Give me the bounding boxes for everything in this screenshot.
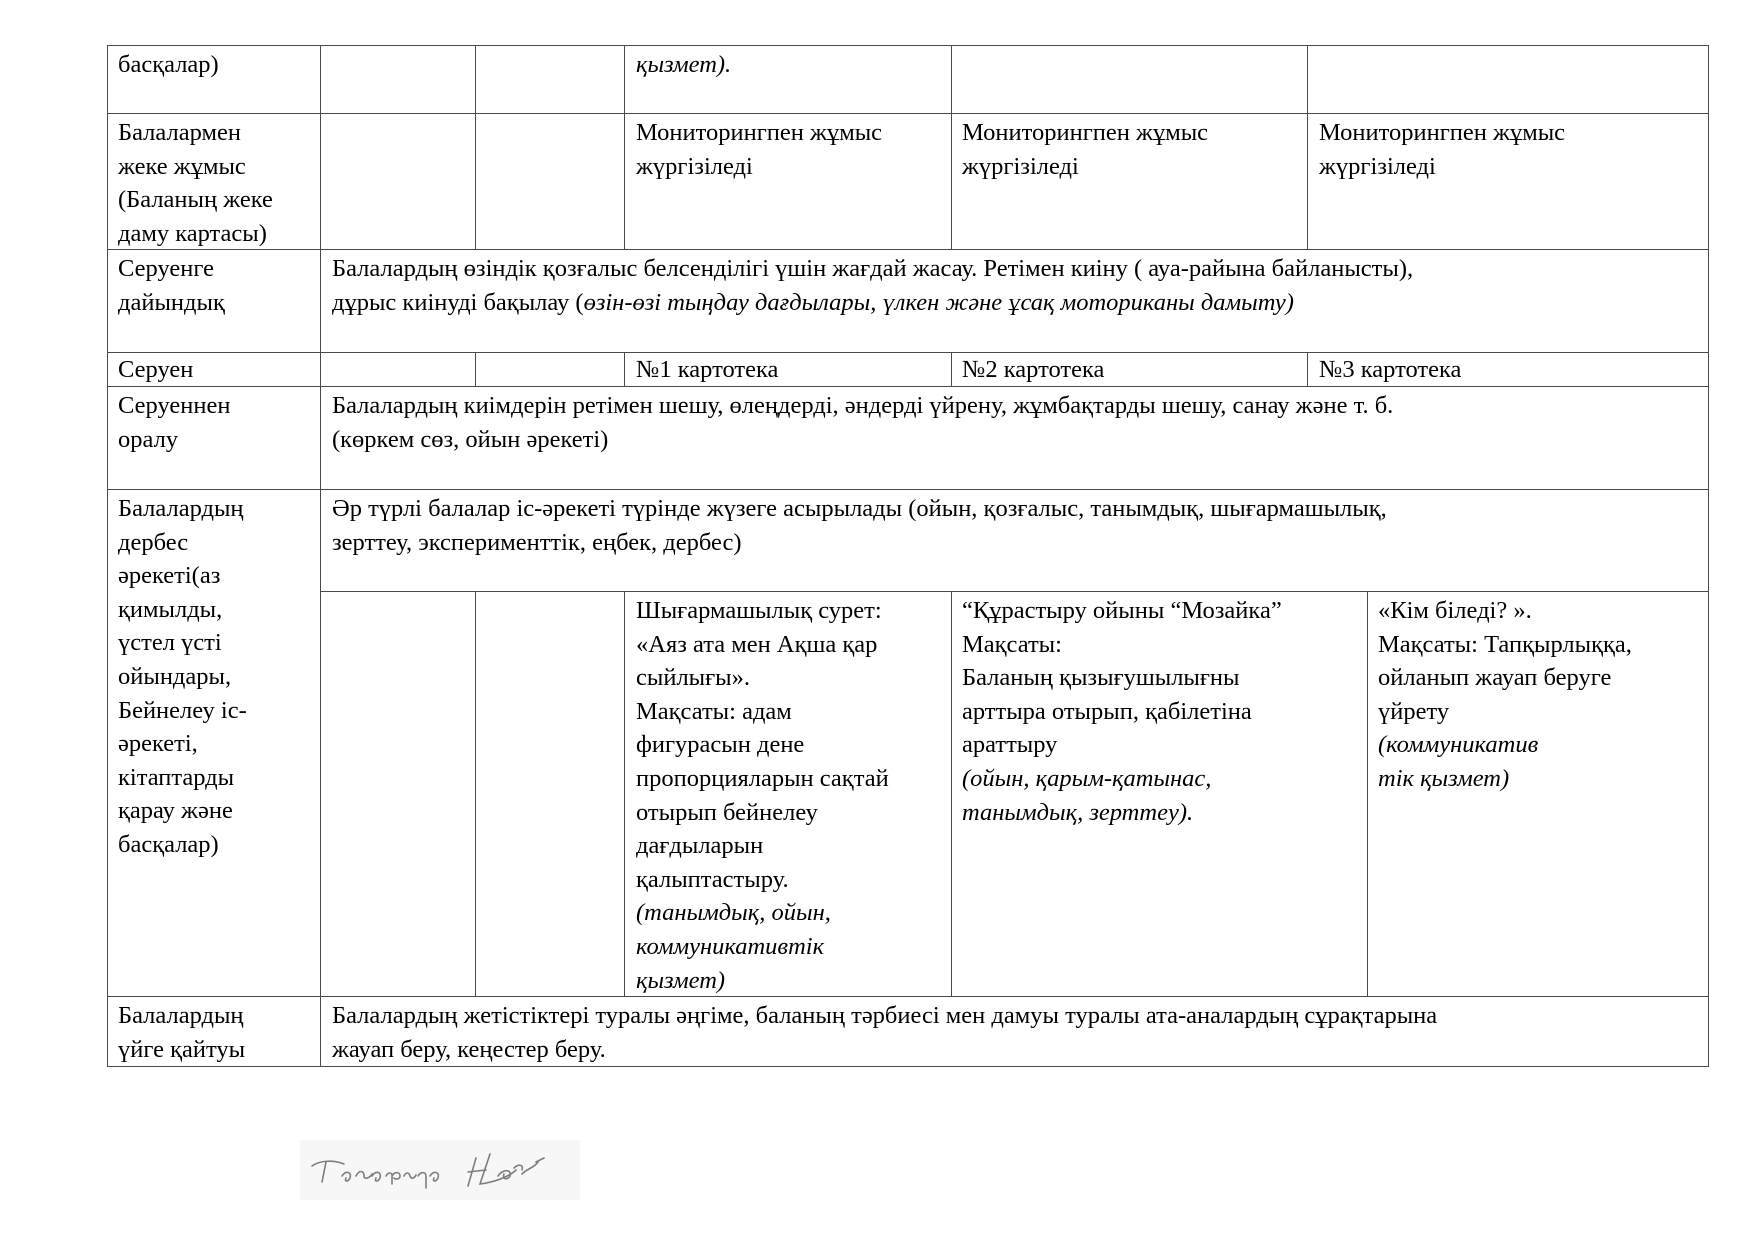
row-label-line: Серуен <box>118 356 194 383</box>
cell-line: Мақсаты: <box>962 630 1062 658</box>
table-border <box>475 45 476 250</box>
table-border <box>624 45 625 250</box>
row-label <box>118 492 247 862</box>
row-label-line: әрекеті(аз <box>118 562 221 590</box>
table-border <box>475 591 476 997</box>
table-border <box>1708 45 1709 1067</box>
table-cell-merged <box>332 999 1437 1066</box>
table-cell <box>1378 594 1632 796</box>
cell-line-italic: танымдық, зерттеу). <box>962 798 1194 826</box>
cell-line: Мониторингпен жұмыс <box>962 119 1209 146</box>
table-border <box>951 45 952 250</box>
row-label-line: дайындық <box>118 288 225 316</box>
cell-line-italic: тік қызмет) <box>1378 764 1510 792</box>
table-cell <box>962 116 1208 183</box>
row-label-line: қимылды, <box>118 595 223 623</box>
cell-line: №1 картотека <box>636 356 779 383</box>
table-border <box>107 45 108 1067</box>
table-cell <box>962 594 1282 829</box>
cell-line: Шығармашылық сурет: <box>636 597 882 624</box>
table-border <box>107 45 1709 46</box>
row-label-line: Балалардың <box>118 495 244 522</box>
table-cell <box>1319 353 1461 387</box>
row-label-line: басқалар) <box>118 51 219 78</box>
row-label-line: оралу <box>118 425 179 453</box>
cell-line: отырып бейнелеу <box>636 798 818 826</box>
cell-line: (көркем сөз, ойын әрекеті) <box>332 425 609 453</box>
table-cell <box>636 353 778 387</box>
cell-line: Балалардың өзіндік қозғалыс белсенділігі үшін жағдай жасау. Ретімен киіну ( ауа-райына байланысты), <box>332 255 1414 282</box>
row-label-line: Балалармен <box>118 119 241 146</box>
table-cell-merged <box>332 252 1413 319</box>
table-border <box>107 113 1709 114</box>
cell-line: үйрету <box>1378 697 1450 725</box>
table-border <box>1307 45 1308 250</box>
row-label-line: Балалардың <box>118 1002 244 1029</box>
cell-line: дағдыларын <box>636 832 764 860</box>
cell-line: жүргізіледі <box>1319 152 1436 180</box>
table-cell <box>1319 116 1565 183</box>
cell-line: Баланың қызығушылығны <box>962 664 1240 692</box>
cell-line-italic: (танымдық, ойын, <box>636 899 831 927</box>
signature-image <box>300 1140 580 1200</box>
cell-text-italic: өзін-өзі тыңдау дағдылары, үлкен және ұсақ моториканы дамыту) <box>583 288 1294 316</box>
cell-line: жүргізіледі <box>962 152 1079 180</box>
row-label <box>118 252 225 319</box>
row-label-line: Бейнелеу іс- <box>118 696 247 724</box>
cell-line: фигурасын дене <box>636 731 805 759</box>
table-border <box>951 591 952 997</box>
table-cell-merged <box>332 492 1387 559</box>
row-label-line: даму картасы) <box>118 219 267 247</box>
table-border <box>624 591 625 997</box>
table-border <box>320 591 1709 592</box>
cell-line: Мониторингпен жұмыс <box>636 119 883 146</box>
table-cell <box>636 48 731 82</box>
table-cell-merged <box>332 389 1393 456</box>
table-border <box>107 489 1709 490</box>
cell-line: Балалардың киімдерін ретімен шешу, өлеңдерді, әндерді үйрену, жұмбақтарды шешу, санау және т. б. <box>332 392 1394 419</box>
cell-line: Мақсаты: Тапқырлыққа, <box>1378 630 1632 658</box>
row-label-line: үстел үсті <box>118 629 222 657</box>
table-border <box>951 352 952 387</box>
cell-line: «Кім біледі? ». <box>1378 597 1532 624</box>
cell-line: жүргізіледі <box>636 152 753 180</box>
cell-line: қызмет). <box>636 51 732 78</box>
cell-line: №3 картотека <box>1319 356 1462 383</box>
cell-line: арттыра отырып, қабілетіна <box>962 697 1252 725</box>
row-label-line: ойындары, <box>118 662 232 690</box>
row-label-line: Серуеннен <box>118 392 231 419</box>
cell-line: Балалардың жетістіктері туралы әңгіме, баланың тәрбиесі мен дамуы туралы ата-аналардың сұрақтарына <box>332 1002 1438 1029</box>
row-label-line: әрекеті, <box>118 730 198 758</box>
table-border <box>624 352 625 387</box>
table-border <box>1307 352 1308 387</box>
row-label-line: дербес <box>118 528 189 556</box>
cell-line: №2 картотека <box>962 356 1105 383</box>
row-label <box>118 999 245 1066</box>
cell-line: Әр түрлі балалар іс-әрекеті түрінде жүзеге асырылады (ойын, қозғалыс, танымдық, шығармашылық, <box>332 495 1387 522</box>
cell-line: қалыптастыру. <box>636 865 789 893</box>
table-cell <box>962 353 1104 387</box>
row-label <box>118 353 193 387</box>
row-label-line: Серуенге <box>118 255 214 282</box>
cell-line-italic: (коммуникатив <box>1378 731 1539 759</box>
table-cell <box>636 594 889 997</box>
table-border <box>1367 591 1368 997</box>
row-label <box>118 116 273 250</box>
cell-line <box>332 286 1413 320</box>
cell-line: “Құрастыру ойыны “Мозайка” <box>962 597 1282 624</box>
table-cell <box>636 116 882 183</box>
table-border <box>475 352 476 387</box>
table-border <box>320 45 321 1067</box>
cell-line: жауап беру, кеңестер беру. <box>332 1035 606 1063</box>
cell-line: сыйлығы». <box>636 664 751 692</box>
cell-line: «Аяз ата мен Ақша қар <box>636 630 878 658</box>
row-label-line: (Баланың жеке <box>118 186 273 214</box>
cell-line-italic: қызмет) <box>636 966 726 994</box>
table-border <box>107 249 1709 250</box>
cell-line: зерттеу, эксперименттік, еңбек, дербес) <box>332 528 742 556</box>
row-label-line: жеке жұмыс <box>118 152 246 180</box>
row-label <box>118 48 219 82</box>
signature-stamp <box>300 1140 580 1200</box>
cell-line: Мақсаты: адам <box>636 697 792 725</box>
cell-text: дұрыс киінуді бақылау ( <box>332 288 584 316</box>
row-label-line: үйге қайтуы <box>118 1035 246 1063</box>
cell-line: араттыру <box>962 731 1058 759</box>
table-border <box>107 996 1709 997</box>
cell-line: Мониторингпен жұмыс <box>1319 119 1566 146</box>
table-border <box>107 352 1709 353</box>
row-label-line: кітаптарды <box>118 763 235 791</box>
cell-line: ойланып жауап беруге <box>1378 664 1612 692</box>
cell-line: пропорцияларын сақтай <box>636 764 889 792</box>
table-border <box>107 386 1709 387</box>
row-label <box>118 389 230 456</box>
row-label-line: қарау және <box>118 797 233 825</box>
cell-line-italic: (ойын, қарым-қатынас, <box>962 764 1212 792</box>
row-label-line: басқалар) <box>118 830 219 858</box>
cell-line-italic: коммуникативтік <box>636 932 825 960</box>
